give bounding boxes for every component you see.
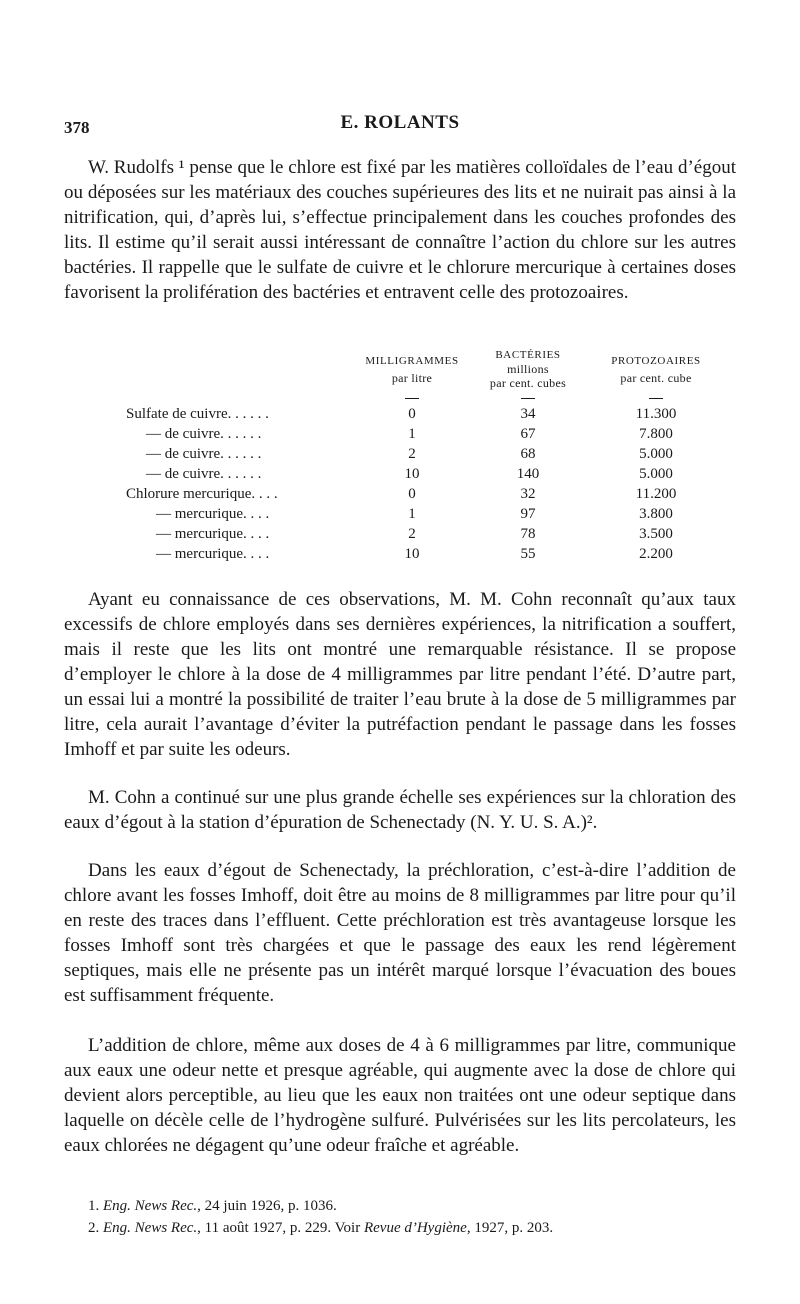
paragraph-2: Ayant eu connaissance de ces observations, M. M. Cohn reconnaît qu’aux taux excessifs de chlore employés dans ses dernières expériences, la nitrification a souffert, mais il reste que les lits ont montré une remarquable résistance. Il se propose d’employer le chlore à la dose de 4 milligrammes par litre pendant l’été. D’autre part, un essai lui a montré la possibilité de traiter l’eau brute à la dose de 5 milligrammes par litre, cela aurait l’avantage d’éviter la putréfaction pendant le passage dans les fosses Imhoff et par suite les odeurs.	[64, 589, 736, 760]
value-protozoaires: 3.800	[639, 506, 673, 522]
row-label: — mercurique. . . .	[156, 506, 270, 522]
value-protozoaires: 5.000	[639, 466, 673, 482]
data-table	[0, 346, 800, 576]
value-mg: 0	[408, 486, 416, 502]
value-mg: 1	[408, 426, 416, 442]
value-protozoaires: 2.200	[639, 546, 673, 562]
value-protozoaires: 3.500	[639, 526, 673, 542]
header-rule	[405, 398, 419, 399]
footnote-1: 1. Eng. News Rec., 24 juin 1926, p. 1036.	[88, 1198, 337, 1214]
value-bacteries: 34	[520, 406, 536, 422]
table-row	[0, 526, 800, 546]
row-label: Chlorure mercurique. . . .	[126, 486, 278, 502]
value-mg: 10	[404, 466, 420, 482]
table-row	[0, 426, 800, 446]
paragraph-3: M. Cohn a continué sur une plus grande échelle ses expériences sur la chloration des eaux d’égout à la station d’épuration de Schenectady (N. Y. U. S. A.)².	[64, 787, 736, 833]
value-mg: 2	[408, 446, 416, 462]
value-protozoaires: 11.200	[635, 486, 677, 502]
row-label: — de cuivre. . . . . .	[146, 426, 262, 442]
running-title: E. ROLANTS	[340, 112, 460, 133]
value-protozoaires: 11.300	[635, 406, 677, 422]
value-mg: 10	[404, 546, 420, 562]
value-bacteries: 67	[520, 426, 536, 442]
row-label: Sulfate de cuivre. . . . . .	[126, 406, 269, 422]
table-header-protozoaires: PROTOZOAIRES par cent. cube	[611, 355, 701, 385]
row-label: — mercurique. . . .	[156, 546, 270, 562]
value-mg: 1	[408, 506, 416, 522]
table-row	[0, 466, 800, 486]
table-row	[0, 446, 800, 466]
footnote-2: 2. Eng. News Rec., 11 août 1927, p. 229. Voir Revue d’Hygiène, 1927, p. 203.	[88, 1220, 554, 1236]
table-row	[0, 506, 800, 526]
table-row	[0, 406, 800, 426]
value-protozoaires: 7.800	[639, 426, 673, 442]
header-rule	[649, 398, 663, 399]
table-row	[0, 546, 800, 566]
value-mg: 0	[408, 406, 416, 422]
value-bacteries: 78	[520, 526, 536, 542]
value-bacteries: 32	[520, 486, 536, 502]
value-mg: 2	[408, 526, 416, 542]
header-rule	[521, 398, 535, 399]
paragraph-1: W. Rudolfs ¹ pense que le chlore est fixé par les matières colloïdales de l’eau d’égout ou déposées sur les matériaux des couches supérieures des lits et ne nuirait pas ainsi à la nitrification, qui, d’après lui, s’effectue principalement dans les couches profondes des lits. Il estime qu’il serait aussi intéressant de connaître l’action du chlore sur les autres bactéries. Il rappelle que le sulfate de cuivre et le chlorure mercurique à certaines doses favorisent la prolifération des bactéries et entravent celle des protozoaires.	[64, 157, 736, 303]
value-protozoaires: 5.000	[639, 446, 673, 462]
row-label: — mercurique. . . .	[156, 526, 270, 542]
table-header-milligrammes: MILLIGRAMMES par litre	[365, 355, 459, 385]
paragraph-5: L’addition de chlore, même aux doses de 4 à 6 milligrammes par litre, communique aux eaux une odeur nette et presque agréable, qui augmente avec la dose de chlore qui devient alors perceptible, au lieu que les eaux non traitées ont une odeur septique dans laquelle on décèle celle de l’hydrogène sulfuré. Pulvérisées sur les lits percolateurs, les eaux chlorées ne dégagent qu’une odeur fraîche et agréable.	[64, 1035, 736, 1156]
value-bacteries: 55	[520, 546, 536, 562]
table-row	[0, 486, 800, 506]
row-label: — de cuivre. . . . . .	[146, 446, 262, 462]
value-bacteries: 140	[516, 466, 540, 482]
table-header-bacteries: BACTÉRIES millions par cent. cubes	[489, 349, 567, 390]
row-label: — de cuivre. . . . . .	[146, 466, 262, 482]
value-bacteries: 68	[520, 446, 536, 462]
page-number: 378	[64, 118, 90, 137]
paragraph-4: Dans les eaux d’égout de Schenectady, la préchloration, c’est-à-dire l’addition de chlore avant les fosses Imhoff, doit être au moins de 8 milligrammes par litre pour qu’il en reste des traces dans l’effluent. Cette préchloration est très avantageuse lorsque les fosses Imhoff sont très chargées et que le passage des eaux les rend légèrement septiques, mais elle ne présente pas un intérêt marqué lorsque l’évacuation des boues est suffisamment fréquente.	[64, 860, 736, 1006]
value-bacteries: 97	[520, 506, 536, 522]
